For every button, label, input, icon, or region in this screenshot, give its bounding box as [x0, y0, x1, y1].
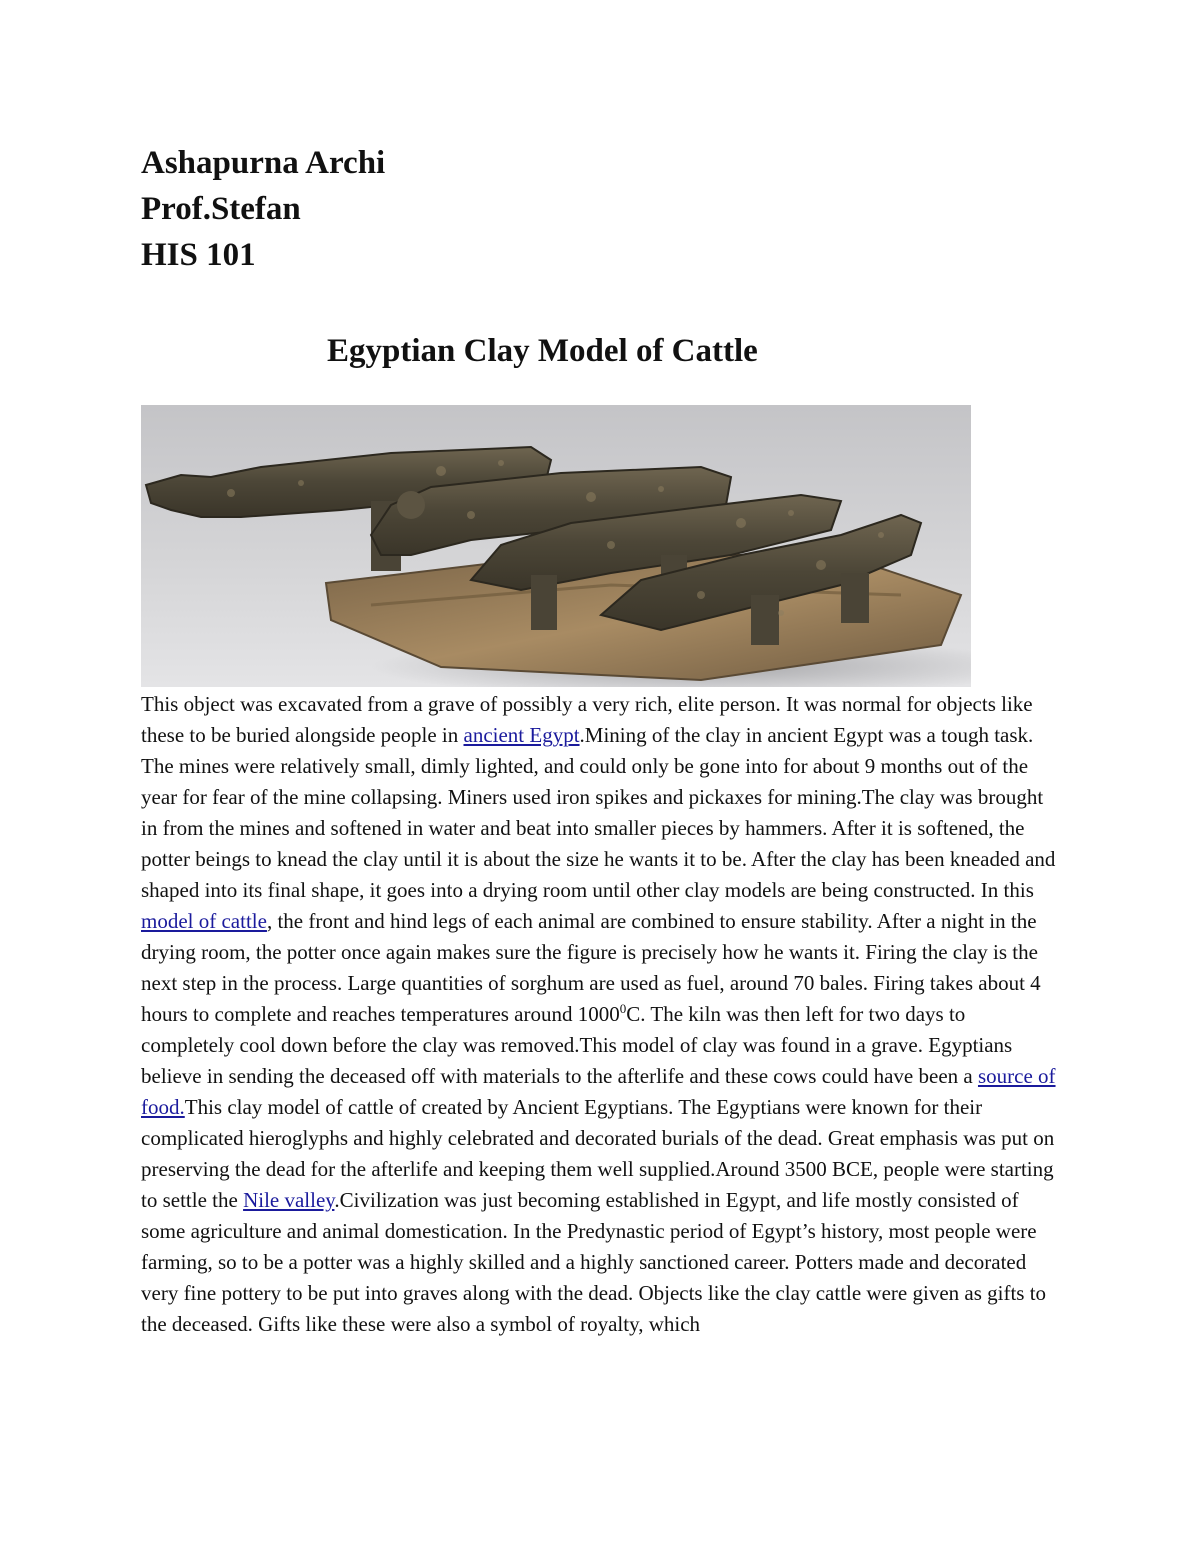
link-model-of-cattle[interactable]: model of cattle: [141, 909, 267, 933]
link-source-of-food[interactable]: source of food.: [141, 1064, 1056, 1119]
professor-name: Prof.Stefan: [141, 191, 301, 227]
body-text-segment: This object was excavated from a grave of possibly a very rich, elite person. It was normal for objects like these to be buried alongside people in: [141, 692, 1033, 747]
body-paragraph: [141, 689, 1061, 1340]
clay-cattle-photo: [141, 405, 971, 687]
link-ancient-egypt[interactable]: ancient Egypt: [463, 723, 580, 747]
body-text-segment: This clay model of cattle of created by Ancient Egyptians. The Egyptians were known for their complicated hieroglyphs and highly celebrated and decorated burials of the dead. Great emphasis was put on preserving the dead for the afterlife and keeping them well supplied.Around 3500 BCE, people were starting to settle the: [141, 1095, 1055, 1212]
body-text-segment: C. The kiln was then left for two days to completely cool down before the clay was removed.This model of clay was found in a grave. Egyptians believe in sending the deceased off with materials to the afterlife and these cows could have been a: [141, 1002, 1013, 1088]
course-code: HIS 101: [141, 237, 256, 273]
essay-paragraph: [141, 689, 1061, 1340]
body-text-segment: .Civilization was just becoming established in Egypt, and life mostly consisted of some agriculture and animal domestication. In the Predynastic period of Egypt’s history, most people were farming, so to be a potter was a highly skilled and a highly sanctioned career. Potters made and decorated very fine pottery to be put into graves along with the dead. Objects like the clay cattle were given as gifts to the deceased. Gifts like these were also a symbol of royalty, which: [141, 1188, 1047, 1336]
link-nile-valley[interactable]: Nile valley: [243, 1188, 335, 1212]
degree-superscript: 0: [619, 1001, 627, 1016]
clay-cattle-model-image: [141, 405, 971, 687]
document-title: Egyptian Clay Model of Cattle: [327, 333, 758, 369]
body-text-segment: , the front and hind legs of each animal are combined to ensure stability. After a night in the drying room, the potter once again makes sure the figure is precisely how he wants it. Firing the clay is the next step in the process. Large quantities of sorghum are used as fuel, around 70 bales. Firing takes about 4 hours to complete and reaches temperatures around 1000: [141, 909, 1041, 1026]
header-block: [141, 140, 385, 278]
author-name: Ashapurna Archi: [141, 145, 386, 181]
body-text-segment: .Mining of the clay in ancient Egypt was a tough task. The mines were relatively small, dimly lighted, and could only be gone into for about 9 months out of the year for fear of the mine collapsing. Miners used iron spikes and pickaxes for mining.The clay was brought in from the mines and softened in water and beat into smaller pieces by hammers. After it is softened, the potter beings to knead the clay until it is about the size he wants it to be. After the clay has been kneaded and shaped into its final shape, it goes into a drying room until other clay models are being constructed. In this: [141, 723, 1056, 902]
